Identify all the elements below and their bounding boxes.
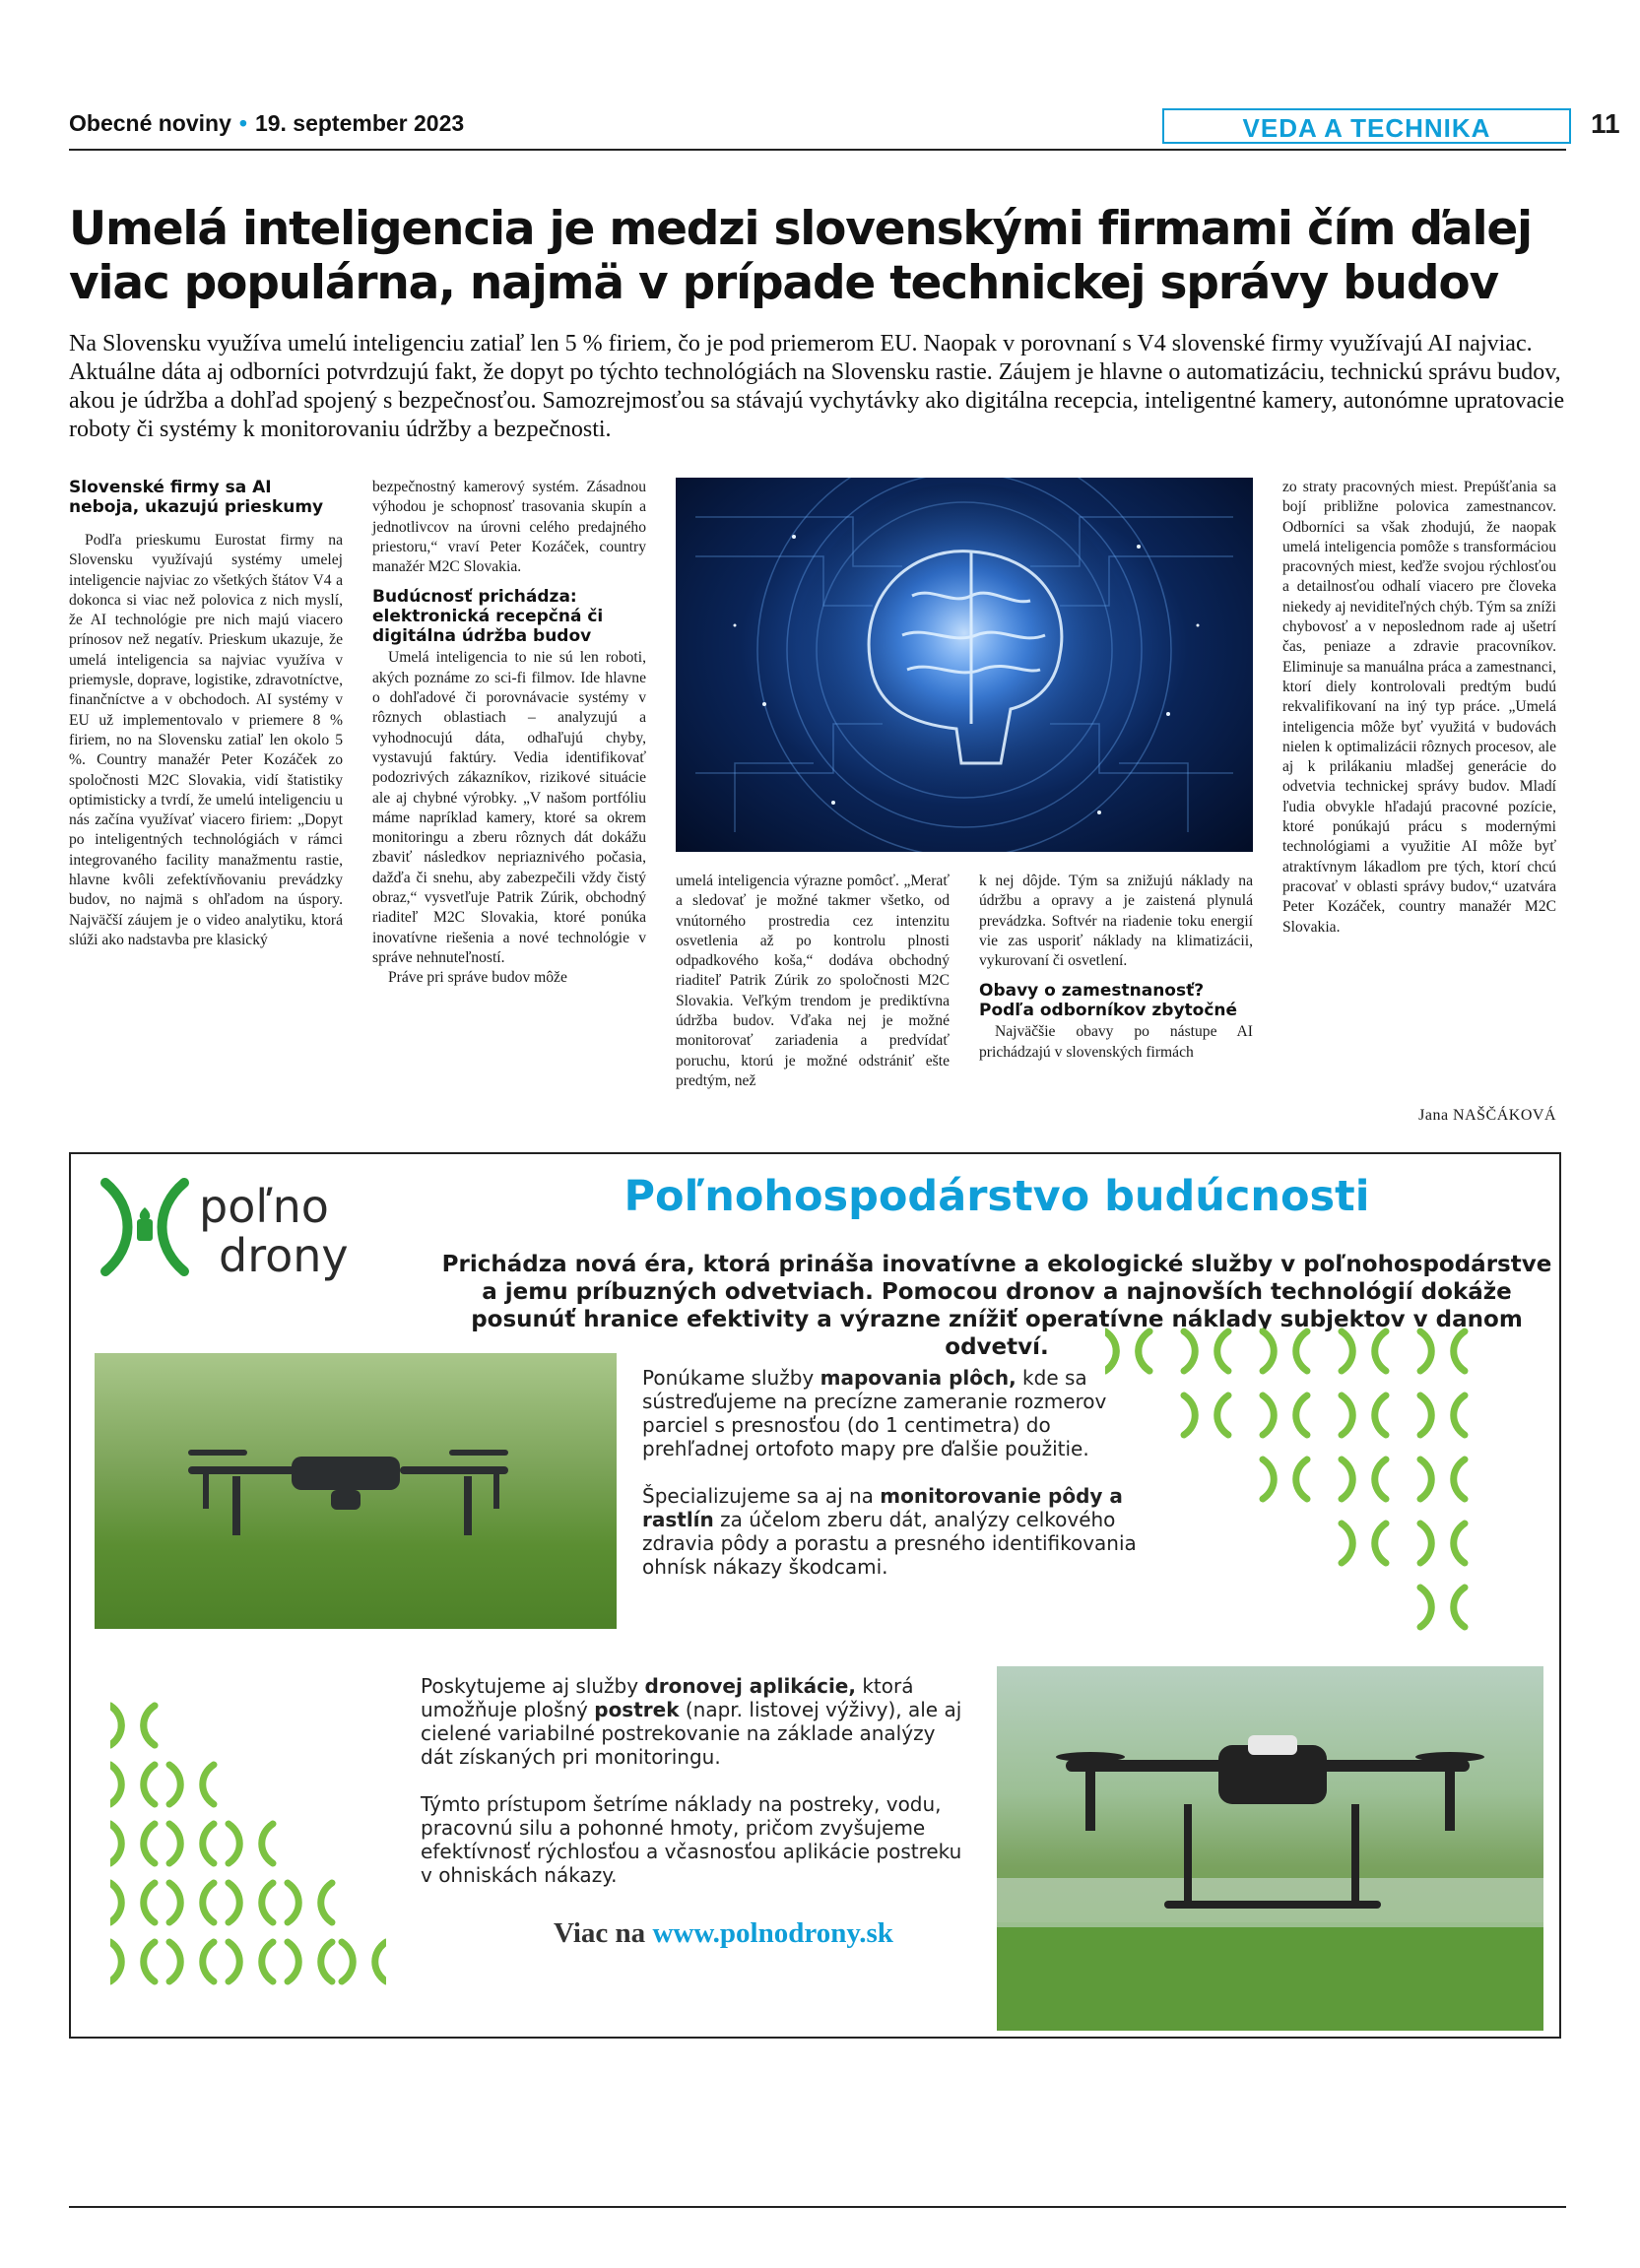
ad-paragraph: Špecializujeme sa aj na monitorovanie pôdy a rastlín za účelom zberu dát, analýzy celkového zdravia pôdy a porastu a presného identifikovania ohnísk nákazy škodcami. (642, 1484, 1137, 1579)
subheading: Budúcnosť prichádza: elektronická recepčná či digitálna údržba budov (372, 587, 604, 647)
ad-highlight: dronovej aplikácie, (644, 1674, 856, 1698)
masthead (69, 110, 464, 137)
page-number: 11 (1591, 108, 1620, 139)
drone-illustration (95, 1353, 617, 1629)
article-title: Umelá inteligencia je medzi slovenskými firmami čím ďalej viac populárna, najmä v prípade technickej správy budov (69, 202, 1532, 310)
ad-paragraph: Ponúkame služby mapovania plôch, kde sa sústreďujeme na precízne zameranie rozmerov parciel s presnosťou (do 1 centimetra) do prehľadnej ortofoto mapy pre ďalšie použitie. (642, 1366, 1107, 1460)
ad-website-line: Viac na www.polnodrony.sk (554, 1917, 893, 1949)
paragraph: umelá inteligencia výrazne pomôcť. „Merať a sledovať je možné takmer všetko, od vnútorného prostredia cez intenzitu osvetlenia až po kontrolu plnosti odpadkového koša,“ dodáva obchodný riaditeľ Patrik Zúrik zo spoločnosti M2C Slovakia. Veľkým trendom je prediktívna údržba budov. Vďaka nej je možné monitorovať zariadenia a predvídať poruchu, ktorú je možné odstrániť ešte predtým, než (676, 873, 950, 1089)
header-rule (69, 149, 1566, 151)
spraying-drone-illustration (997, 1666, 1543, 2031)
ad-paragraph: Týmto prístupom šetríme náklady na postreky, vodu, pracovnú silu a pohonné hmoty, pričom zvyšujeme efektívnosť rýchlosťou a včasnosťou aplikácie postreku v ohniskách nákazy. (421, 1792, 962, 1887)
publication-date: 19. september 2023 (254, 110, 465, 136)
publication-name: Obecné noviny (69, 110, 231, 136)
advertisement-box (69, 1152, 1561, 2039)
ad-mapping-text (642, 1366, 1154, 1602)
ad-headline: Poľnohospodárstvo budúcnosti (623, 1172, 1370, 1221)
paragraph: Umelá inteligencia to nie sú len roboti, akých poznáme zo sci-fi filmov. Ide hlavne o dohľadové či porovnávacie systémy v rôznych oblastiach – analyzujú a vyhodnocujú dáta, odhaľujú chyby, vystavujú faktúry. Vedia identifikovať podozrivých zákazníkov, rizikové situácie ale aj chybné výrobky. „V našom portfóliu máme napríklad kamery, ktoré sa okrem monitoringu a zberu rôznych dát dokážu zbaviť následkov nepriaznivého počasia, dažďa či snehu, aby zabezpečili vždy čistý obraz,“ vysvetľuje Patrik Zúrik, obchodný riaditeľ M2C Slovakia, ktoré ponúka inovatívne riešenia a nové technológie v správe nehnuteľností. (372, 649, 646, 966)
paragraph: bezpečnostný kamerový systém. Zásadnou výhodou je schopnosť trasovania skupín a jednotlivcov na úrovni celého predajného priestoru,“ vraví Peter Kozáček, country manažér M2C Slovakia. (372, 479, 646, 576)
article-column-4 (979, 872, 1253, 1063)
subheading: Slovenské firmy sa AI neboja, ukazujú prieskumy (69, 478, 324, 517)
ai-brain-photo (676, 478, 1253, 852)
polnodrony-logo (91, 1168, 416, 1286)
ad-website-link[interactable]: www.polnodrony.sk (652, 1917, 893, 1949)
logo-word-2: drony (219, 1229, 349, 1282)
spraying-drone-photo (997, 1666, 1543, 2031)
article-column-1 (69, 478, 343, 950)
paragraph: zo straty pracovných miest. Prepúšťania sa bojí približne polovica zamestnancov. Odborníci sa však zhodujú, že naopak umelá inteligencia pomôže s transformáciou pracovných miest, keďže svojou rýchlosťou a detailnosťou odhalí viacero pre človeka niekedy aj neviditeľných chýb. Tým sa zníži chybovosť a v neposlednom rade aj ušetrí čas, peniaze a zdravie pracovníkov. Eliminuje sa manuálna práca a zamestnanci, ktorí diely kontrolovali predtým budú rekvalifikovaní na iný typ práce. „Umelá inteligencia môže byť využitá v budovách nielen k optimalizácii rôznych procesov, ale aj k prilákaniu mladšej generácie do odvetvia technickej správy budov. Mladí ľudia obvykle hľadajú pracovné pozície, ktoré ponúkajú prácu s modernými technológiami a využitie AI môže byť atraktívnym lákadlom pre tých, ktorí chcú pracovať v oblasti správy budov,“ uzatvára Peter Kozáček, country manažér M2C Slovakia. (1282, 479, 1556, 936)
mapping-drone-photo (95, 1353, 617, 1629)
green-pattern-top-right (1105, 1327, 1539, 1652)
footer-rule (69, 2206, 1566, 2208)
green-pattern-bottom-left (110, 1701, 386, 2026)
paragraph: k nej dôjde. Tým sa znižujú náklady na údržbu a opravy a je zaistená plynulá prevádzka. Softvér na riadenie toku energií vie zas usporiť náklady na klimatizácii, vykurovaní či osvetlení. (979, 873, 1253, 970)
subheading: Obavy o zamestnanosť? Podľa odborníkov zbytočné (979, 981, 1238, 1021)
paragraph: Podľa prieskumu Eurostat firmy na Slovensku využívajú systémy umelej inteligencie najviac zo všetkých štátov V4 a dokonca si viac než polovica z nich myslí, že AI technológie pre nich majú viacero prínosov než negatív. Prieskum ukazuje, že umelá inteligencia sa najviac využíva v priemysle, doprave, logistike, zdravotníctve, finančníctve a v obchodoch. AI systémy v EU už implementovalo v priemere 8 % firiem, no na Slovensku zatiaľ len okolo 5 %. Country manažér Peter Kozáček zo spoločnosti M2C Slovakia, vidí štatistiky optimisticky a tvrdí, že umelú inteligenciu u nás začína využívať viacero firiem: „Dopyt po inteligentných technológiách v rámci integrovaného facility manažmentu rastie, hlavne kvôli zefektívňovaniu prevádzky budov, no najmä s ohľadom na úspory. Najväčší záujem je o video analytiku, ktorá slúži ako nadstavba pre klasický (69, 532, 343, 948)
ad-paragraph: Poskytujeme aj služby dronovej aplikácie, ktorá umožňuje plošný postrek (napr. listovej výživy), ale aj cielené variabilné postrekovanie na základe analýzy dát získaných pri monitoringu. (421, 1674, 962, 1769)
section-label: VEDA A TECHNIKA (1162, 108, 1571, 144)
ad-highlight: postrek (594, 1698, 680, 1721)
article-column-3 (676, 872, 950, 1091)
page-header (69, 108, 1620, 148)
logo-word-1: poľno (199, 1180, 329, 1233)
ai-brain-illustration (676, 478, 1253, 852)
ad-highlight: mapovania plôch, (820, 1366, 1017, 1390)
article-column-2 (372, 478, 646, 989)
polnodrony-logo-mark (91, 1168, 416, 1286)
article-column-5 (1282, 478, 1556, 938)
ad-highlight: monitorovanie pôdy a rastlín (642, 1484, 1123, 1531)
ad-spraying-text (421, 1674, 962, 1911)
paragraph: Najväčšie obavy po nástupe AI prichádzajú v slovenských firmách (979, 1023, 1253, 1061)
separator-dot: • (238, 110, 247, 136)
ad-intro: Prichádza nová éra, ktorá prináša inovatívne a ekologické služby v poľnohospodárstve a jemu príbuzných odvetviach. Pomocou dronov a najnovších technológií dokáže posunúť hranice efektivity a výrazne znížiť operatívne náklady subjektov v danom odvetví. (441, 1252, 1552, 1360)
article-author: Jana NAŠČÁKOVÁ (1418, 1107, 1556, 1124)
article-lead: Na Slovensku využíva umelú inteligenciu zatiaľ len 5 % firiem, čo je pod priemerom EU. Naopak v porovnaní s V4 slovenské firmy využívajú AI najviac. Aktuálne dáta aj odborníci potvrdzujú fakt, že dopyt po týchto technológiách na Slovensku rastie. Záujem je hlavne o automatizáciu, technickú správu budov, akou je údržba a dohľad spojený s bezpečnosťou. Samozrejmosťou sa stávajú vychytávky ako digitálna recepcia, inteligentné kamery, autonómne upratovacie roboty či systémy k monitorovaniu údržby a bezpečnosti. (69, 331, 1565, 442)
paragraph: Práve pri správe budov môže (388, 969, 567, 987)
